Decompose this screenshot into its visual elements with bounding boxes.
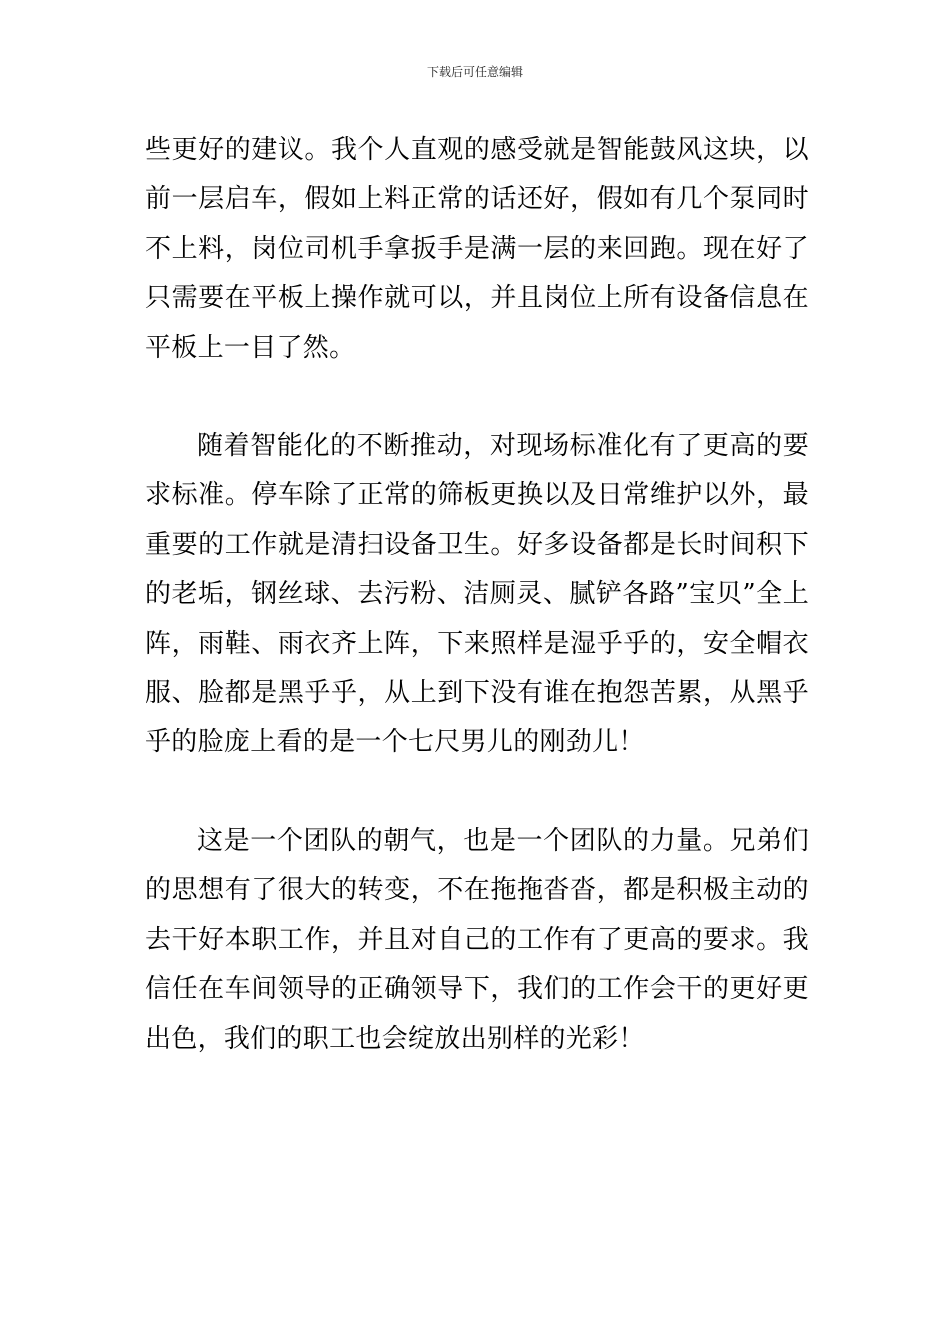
- paragraph-continued: 些更好的建议。我个人直观的感受就是智能鼓风这块，以前一层启车，假如上料正常的话还好，假如有几个泵同时不上料，岗位司机手拿扳手是满一层的来回跑。现在好了只需要在平板上操作就可以，并且岗位上所有设备信息在平板上一目了然。: [145, 135, 809, 363]
- page-header: 下载后可任意编辑: [426, 65, 523, 79]
- paragraph-spacer: [145, 373, 809, 422]
- paragraph-spacer: [145, 768, 809, 817]
- paragraph-standardization: 随着智能化的不断推动，对现场标准化有了更高的要求标准。停车除了正常的筛板更换以及日常维护以外，最重要的工作就是清扫设备卫生。好多设备都是长时间积下的老垢，钢丝球、去污粉、洁厕灵、腻铲各路”宝贝”全上阵，雨鞋、雨衣齐上阵，下来照样是湿乎乎的，安全帽衣服、脸都是黑乎乎，从上到下没有谁在抱怨苦累，从黑乎乎的脸庞上看的是一个七尺男儿的刚劲儿！: [145, 431, 809, 758]
- document-body: [145, 126, 809, 1064]
- paragraph-team-spirit: 这是一个团队的朝气，也是一个团队的力量。兄弟们的思想有了很大的转变，不在拖拖沓沓，都是积极主动的去干好本职工作，并且对自己的工作有了更高的要求。我信任在车间领导的正确领导下，我们的工作会干的更好更出色，我们的职工也会绽放出别样的光彩！: [145, 825, 809, 1054]
